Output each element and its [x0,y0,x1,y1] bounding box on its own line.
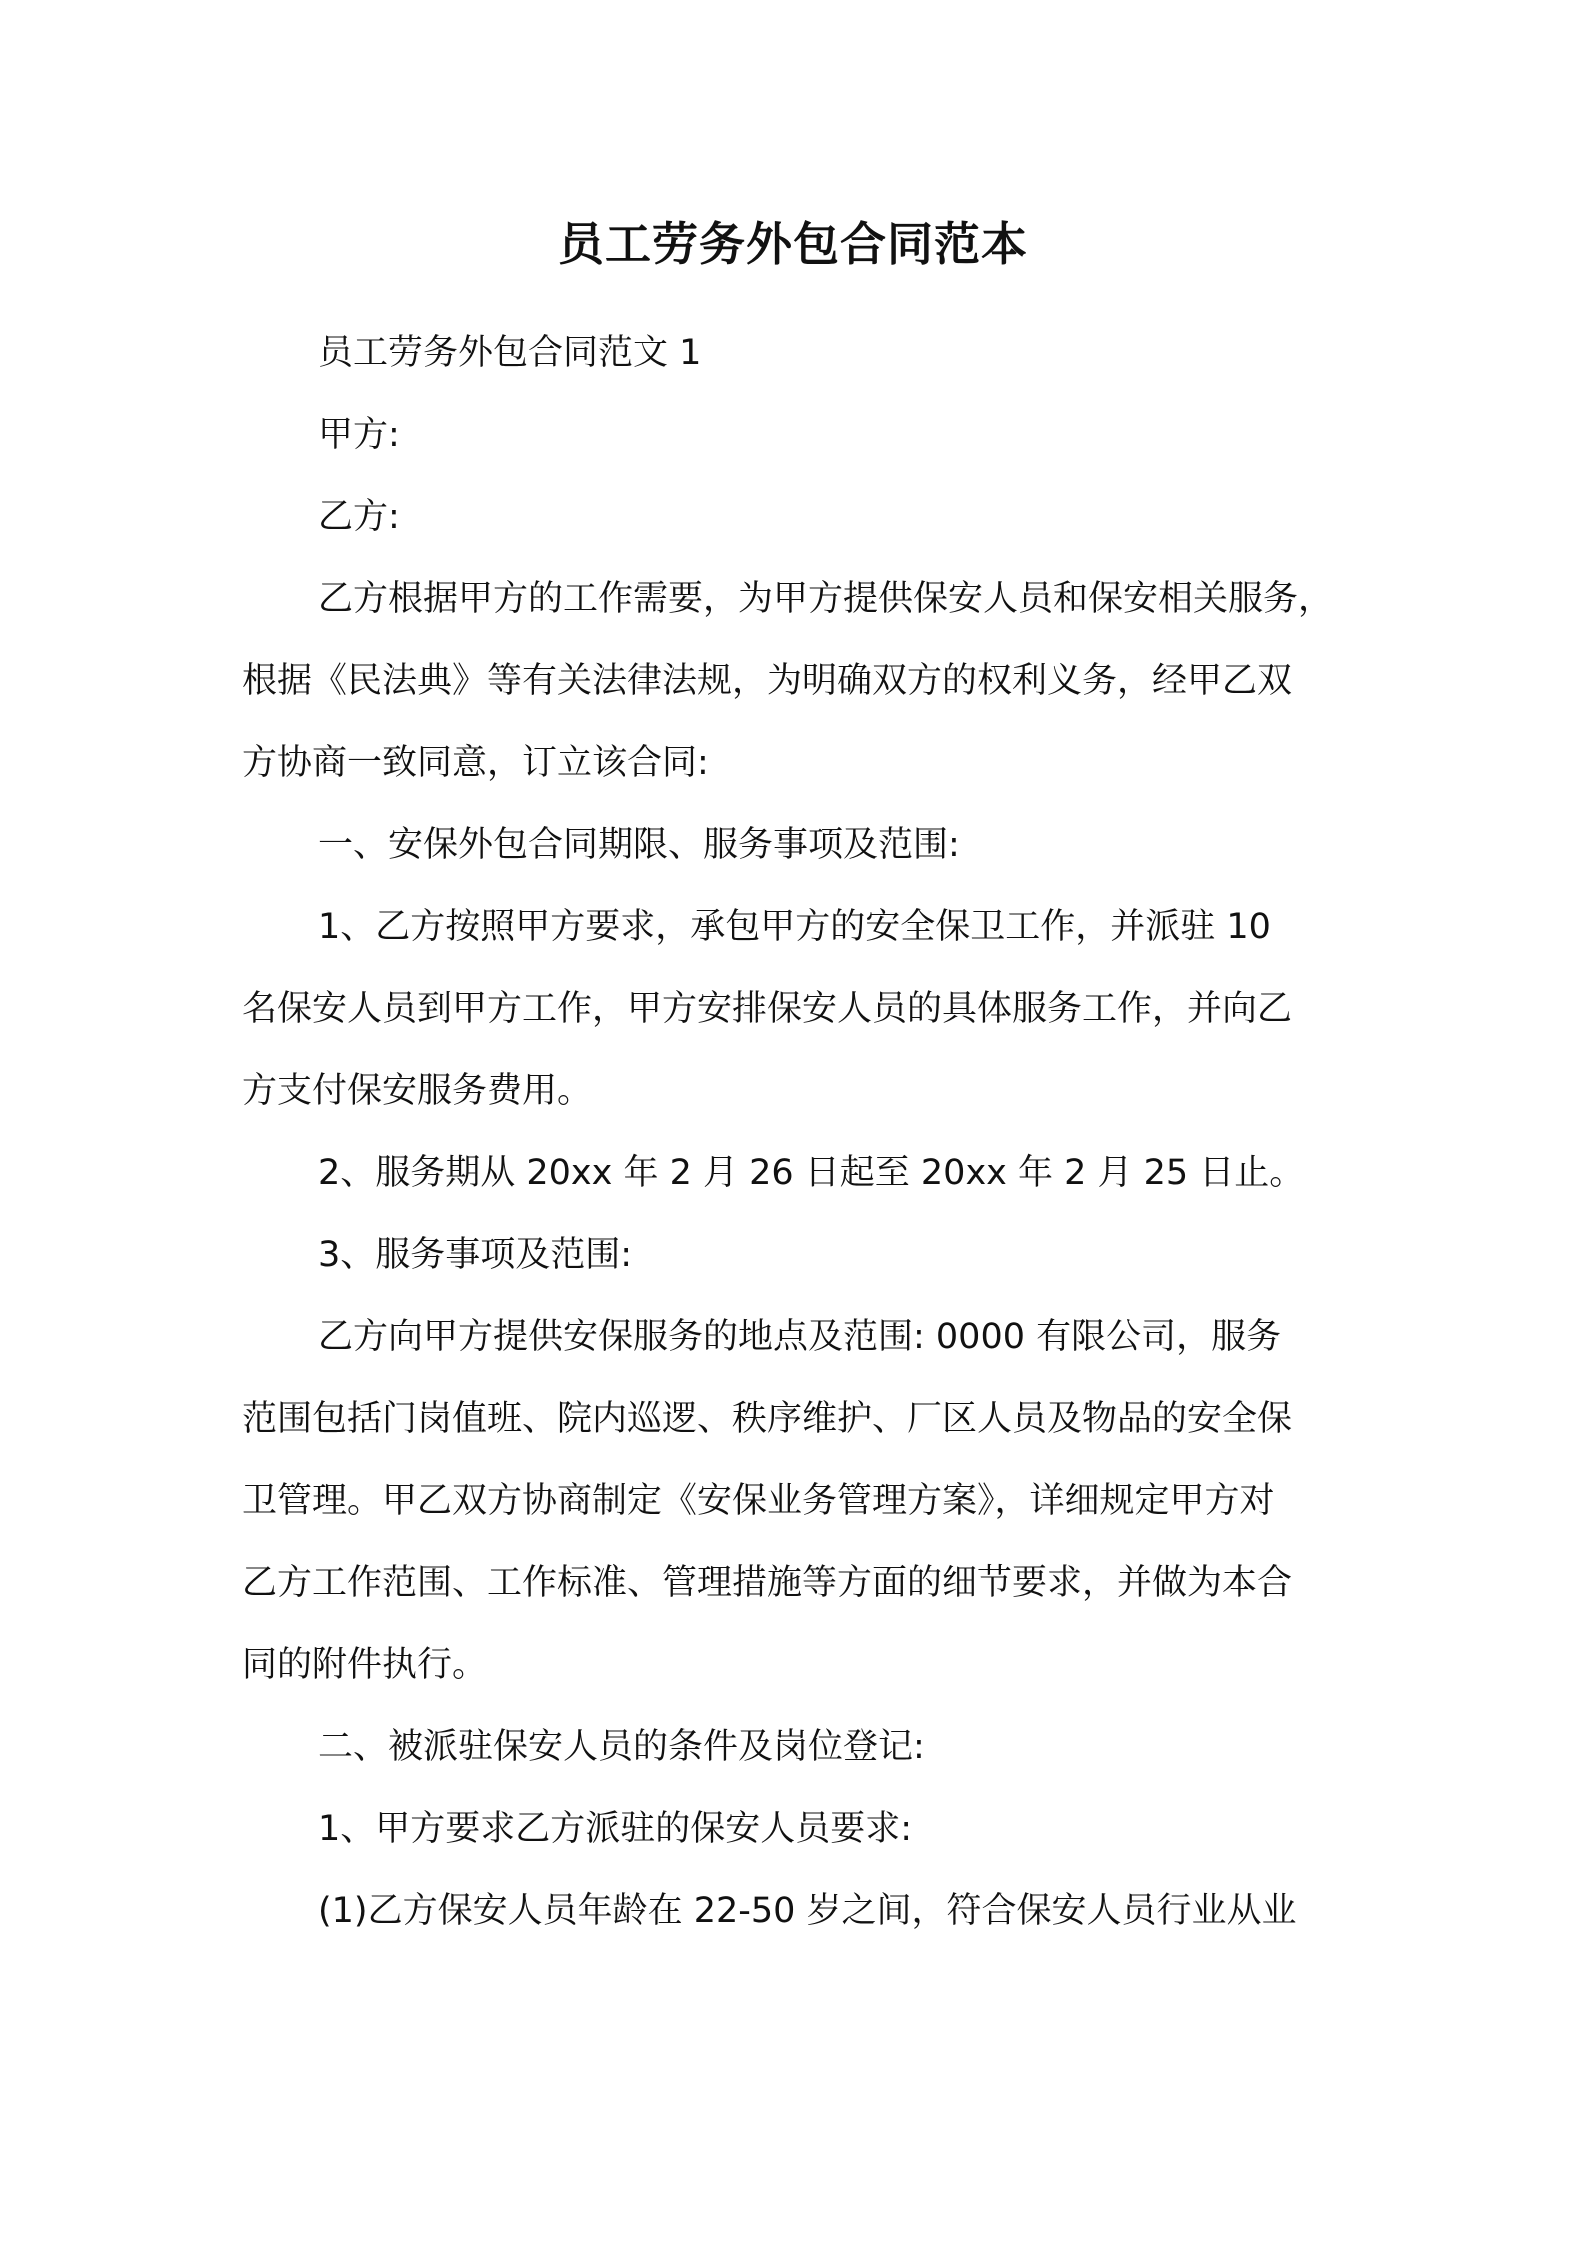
paragraph-line: 1、甲方要求乙方派驻的保安人员要求: [318,1809,913,1849]
section-heading: 一、安保外包合同期限、服务事项及范围: [318,825,960,865]
paragraph-line: 3、服务事项及范围: [318,1235,633,1275]
paragraph-line: 乙方根据甲方的工作需要，为甲方提供保安人员和保安相关服务， [318,579,1334,619]
party-b-line: 乙方: [318,497,400,537]
paragraph-line: (1)乙方保安人员年龄在 22-50 岁之间，符合保安人员行业从业 [318,1891,1297,1931]
paragraph-line: 同的附件执行。 [242,1645,488,1685]
paragraph-line: 1、乙方按照甲方要求，承包甲方的安全保卫工作，并派驻 10 [318,907,1271,947]
paragraph-line: 卫管理。甲乙双方协商制定《安保业务管理方案》，详细规定甲方对 [242,1481,1275,1521]
paragraph-line: 名保安人员到甲方工作，甲方安排保安人员的具体服务工作，并向乙 [242,989,1293,1029]
paragraph-line: 方支付保安服务费用。 [242,1071,593,1111]
paragraph-line: 乙方工作范围、工作标准、管理措施等方面的细节要求，并做为本合 [242,1563,1293,1603]
paragraph-line: 乙方向甲方提供安保服务的地点及范围: 0000 有限公司，服务 [318,1317,1282,1357]
party-a-line: 甲方: [318,415,400,455]
paragraph-line: 根据《民法典》等有关法律法规，为明确双方的权利义务，经甲乙双 [242,661,1293,701]
document-title: 员工劳务外包合同范本 [558,217,1028,271]
subtitle-line: 员工劳务外包合同范文 1 [318,333,702,373]
paragraph-line: 方协商一致同意，订立该合同: [242,743,709,783]
paragraph-line: 范围包括门岗值班、院内巡逻、秩序维护、厂区人员及物品的安全保 [242,1399,1293,1439]
paragraph-line: 2、服务期从 20xx 年 2 月 26 日起至 20xx 年 2 月 25 日止。 [318,1153,1305,1193]
section-heading: 二、被派驻保安人员的条件及岗位登记: [318,1727,925,1767]
